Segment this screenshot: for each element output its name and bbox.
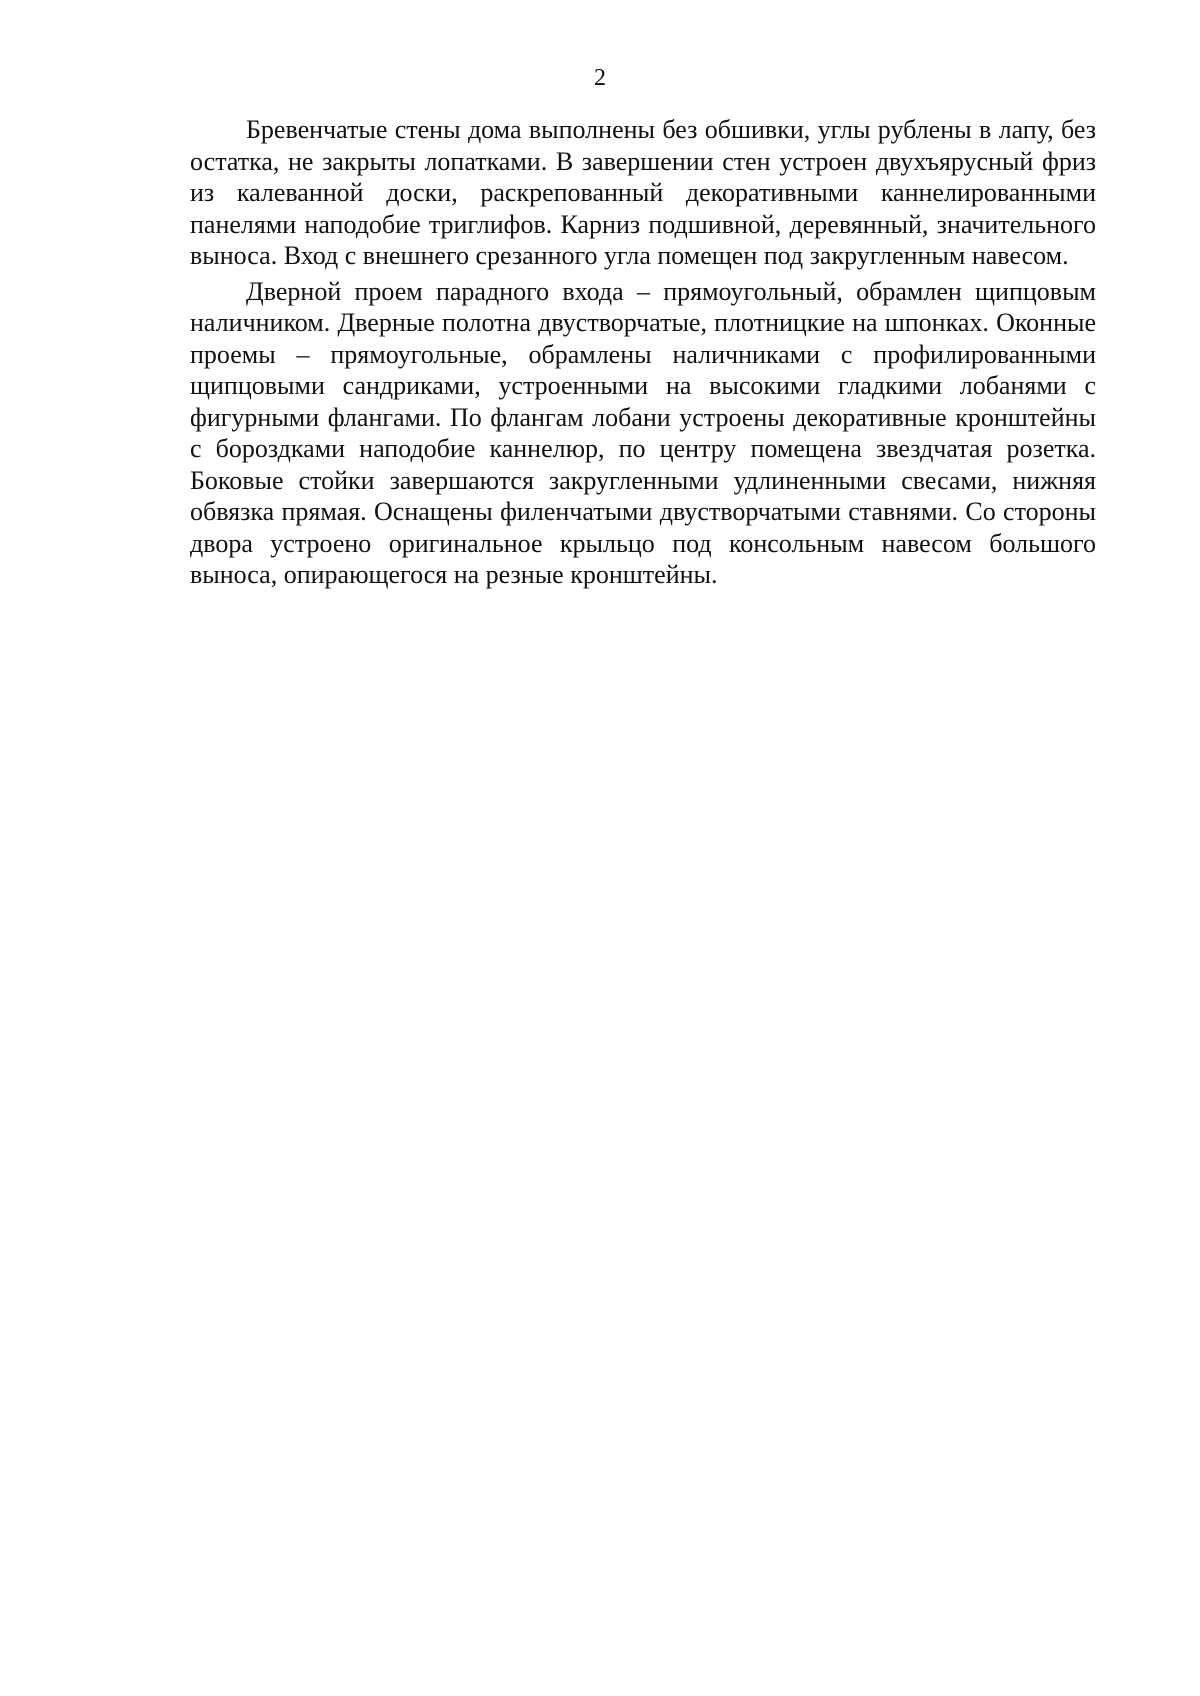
paragraph-openings-description: Дверной проем парадного входа – прямоугольный, обрамлен щипцовым наличником. Дверные полотна двустворчатые, плотницкие на шпонках. Оконные проемы – прямоугольные, обрамлены наличниками с профилированными щипцовыми сандриками, устроенными на высокими гладкими лобанями с фигурными флангами. По флангам лобани устроены декоративные кронштейны с бороздками наподобие каннелюр, по центру помещена звездчатая розетка. Боковые стойки завершаются закругленными удлиненными свесами, нижняя обвязка прямая. Оснащены филенчатыми двустворчатыми ставнями. Со стороны двора устроено оригинальное крыльцо под консольным навесом большого выноса, опирающегося на резные кронштейны. [190, 276, 1096, 589]
page-number: 2 [594, 65, 606, 91]
document-body [190, 114, 1096, 595]
paragraph-walls-description: Бревенчатые стены дома выполнены без обшивки, углы рублены в лапу, без остатка, не закрыты лопатками. В завершении стен устроен двухъярусный фриз из калеванной доски, раскрепованный декоративными каннелированными панелями наподобие триглифов. Карниз подшивной, деревянный, значительного выноса. Вход с внешнего срезанного угла помещен под закругленным навесом. [190, 115, 1096, 270]
